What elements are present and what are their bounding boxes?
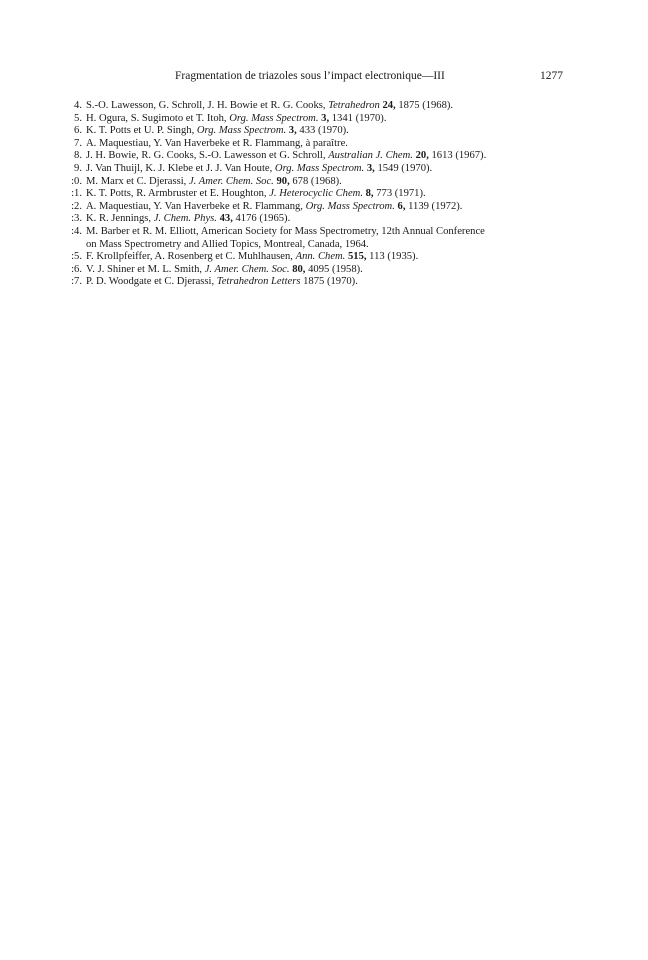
reference-text [86,125,349,136]
reference-number: 7. [74,137,82,149]
volume-number: 3, [366,162,375,174]
volume-number: 515, [347,251,367,263]
volume-number: 43, [219,213,233,225]
reference-number: 6. [74,125,82,137]
reference-text [86,264,363,275]
reference-item [68,251,588,264]
reference-item [68,264,588,277]
volume-number: 6, [397,200,406,212]
reference-item [68,138,588,151]
journal-title: Ann. Chem. [295,251,346,263]
volume-number: 8, [365,188,374,200]
reference-fragment: 4176 (1965). [232,213,291,225]
reference-text [86,163,432,174]
reference-text [86,150,486,161]
journal-title: J. Amer. Chem. Soc. [188,175,274,187]
reference-item [68,176,588,189]
reference-fragment: K. R. Jennings, [86,213,154,225]
reference-item [68,201,588,214]
volume-number: 24, [382,100,396,111]
reference-fragment: K. T. Potts, R. Armbruster et E. Houghton, [86,188,270,200]
page-number: 1277 [540,70,563,82]
reference-item [68,100,588,113]
reference-text [86,251,418,262]
reference-number: :4. [71,225,82,237]
reference-fragment: V. J. Shiner et M. L. Smith, [86,263,205,275]
reference-number: 8. [74,150,82,162]
reference-item [68,163,588,176]
journal-title: J. Heterocyclic Chem. [269,188,363,200]
reference-fragment: 1613 (1967). [428,150,487,162]
reference-continuation: on Mass Spectrometry and Allied Topics, Montreal, Canada, 1964. [86,238,369,250]
reference-fragment: S.-O. Lawesson, G. Schroll, J. H. Bowie et R. G. Cooks, [86,100,329,111]
journal-title: Tetrahedron Letters [216,276,301,288]
reference-item [68,125,588,138]
reference-item [68,213,588,226]
reference-fragment: M. Marx et C. Djerassi, [86,175,189,187]
journal-title: Org. Mass Spectrom. [274,162,365,174]
journal-title: Org. Mass Spectrom. [305,200,395,212]
journal-title: J. Amer. Chem. Soc. [204,263,290,275]
reference-text [86,113,386,124]
volume-number: 3, [321,112,330,124]
reference-number: :0. [71,175,82,187]
journal-title: Org. Mass Spectrom. [229,112,319,124]
volume-number: 80, [292,263,306,275]
reference-fragment: K. T. Potts et U. P. Singh, [86,125,197,137]
volume-number: 3, [288,125,297,137]
reference-number: 9. [74,162,82,174]
reference-fragment: 678 (1968). [289,175,342,187]
reference-fragment: J. Van Thuijl, K. J. Klebe et J. J. Van Houte, [86,162,275,174]
reference-text [86,138,348,149]
reference-number: 4. [74,100,82,111]
reference-fragment: F. Krollpfeiffer, A. Rosenberg et C. Muhlhausen, [86,251,296,263]
reference-item [68,113,588,126]
reference-fragment: 773 (1971). [373,188,426,200]
running-header [0,70,648,86]
reference-fragment: A. Maquestiau, Y. Van Haverbeke et R. Flammang, à paraître. [86,137,348,149]
reference-fragment: 433 (1970). [296,125,349,137]
reference-number: :2. [71,200,82,212]
reference-item [68,150,588,163]
reference-number: :7. [71,276,82,288]
reference-fragment: 1341 (1970). [329,112,387,124]
journal-title: J. Chem. Phys. [153,213,217,225]
reference-list [68,100,588,289]
reference-number: :5. [71,251,82,263]
journal-title: Australian J. Chem. [328,150,413,162]
reference-fragment: J. H. Bowie, R. G. Cooks, S.-O. Lawesson et G. Schroll, [86,150,329,162]
reference-fragment: H. Ogura, S. Sugimoto et T. Itoh, [86,112,230,124]
reference-number: 5. [74,112,82,124]
volume-number: 20, [415,150,429,162]
reference-fragment: A. Maquestiau, Y. Van Haverbeke et R. Flammang, [86,200,306,212]
reference-fragment: 1875 (1968). [395,100,454,111]
running-title: Fragmentation de triazoles sous l’impact electronique—III [175,70,445,82]
reference-text [86,201,462,212]
reference-fragment: 1139 (1972). [405,200,463,212]
reference-item [68,188,588,201]
reference-item [68,226,588,251]
volume-number: 90, [276,175,290,187]
reference-fragment: 1875 (1970). [300,276,358,288]
journal-title: Org. Mass Spectrom. [196,125,287,137]
reference-number: :1. [71,188,82,200]
reference-text [86,100,453,111]
journal-title: Tetrahedron [328,100,380,111]
reference-text [86,226,485,237]
reference-fragment: M. Barber et R. M. Elliott, American Society for Mass Spectrometry, 12th Annual Conference [86,225,485,237]
reference-item [68,276,588,289]
reference-number: :6. [71,263,82,275]
reference-text [86,276,358,287]
reference-fragment: 113 (1935). [366,251,419,263]
reference-text [86,213,290,224]
reference-number: :3. [71,213,82,225]
reference-fragment: 4095 (1958). [305,263,363,275]
reference-fragment: P. D. Woodgate et C. Djerassi, [86,276,217,288]
reference-text [86,176,342,187]
reference-text [86,188,426,199]
reference-fragment: 1549 (1970). [374,162,433,174]
